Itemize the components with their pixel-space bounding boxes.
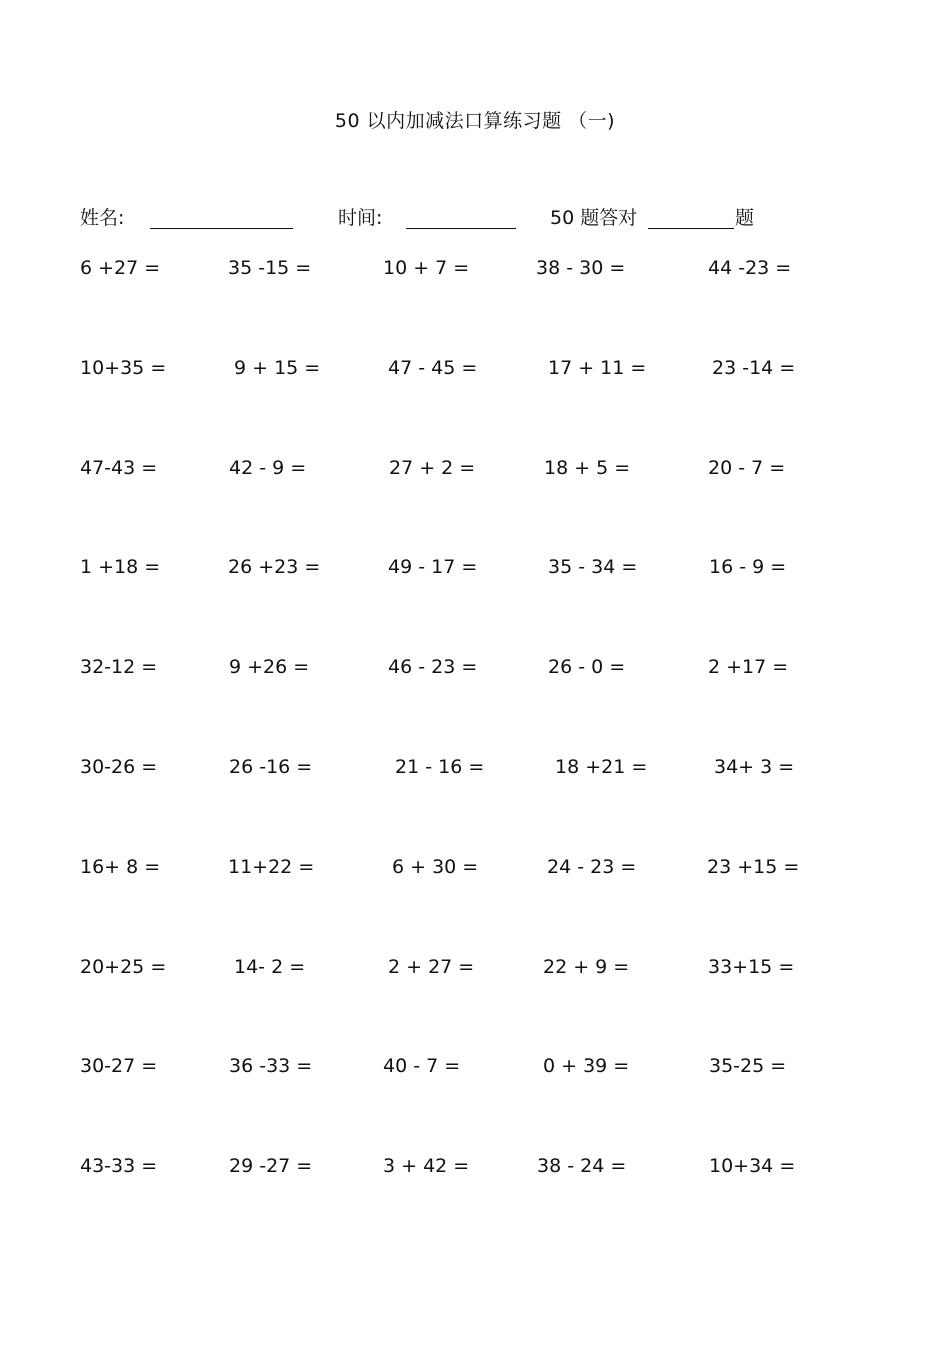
problem-item: 26 -16 = [229,756,313,778]
page-title: 50 以内加减法口算练习题 （一) [334,110,616,132]
problem-item: 35 - 34 = [548,556,638,579]
problem-item: 6 +27 = [80,257,161,279]
problem-item: 14- 2 = [234,955,306,978]
problem-item: 2 +17 = [708,656,789,679]
problem-item: 23 -14 = [712,356,796,379]
problem-item: 1 +18 = [80,556,161,579]
name-blank[interactable] [150,228,293,229]
time-label: 时间: [338,207,383,229]
problem-item: 35-25 = [709,1055,787,1078]
problem-item: 44 -23 = [708,257,792,279]
problem-item: 43-33 = [80,1155,158,1178]
problem-item: 26 - 0 = [548,656,626,679]
problem-item: 38 - 24 = [537,1155,627,1178]
problem-item: 18 +21 = [555,756,648,778]
problem-item: 20+25 = [80,955,167,978]
problem-item: 32-12 = [80,656,158,679]
problem-item: 21 - 16 = [395,756,485,778]
problem-item: 30-27 = [80,1055,158,1078]
problem-item: 46 - 23 = [388,656,478,679]
problem-item: 27 + 2 = [389,456,476,479]
problem-item: 22 + 9 = [543,955,630,978]
problem-item: 9 + 15 = [234,356,321,379]
problem-item: 35 -15 = [228,257,312,279]
problem-item: 17 + 11 = [548,356,647,379]
problem-item: 10+34 = [709,1155,796,1178]
problem-item: 20 - 7 = [708,456,786,479]
problem-item: 24 - 23 = [547,855,637,878]
problem-item: 29 -27 = [229,1155,313,1178]
problem-item: 42 - 9 = [229,456,307,479]
problem-item: 38 - 30 = [536,257,626,279]
problem-item: 0 + 39 = [543,1055,630,1078]
problem-item: 40 - 7 = [383,1055,461,1078]
problem-item: 2 + 27 = [388,955,475,978]
score-prefix-label: 50 题答对 [550,207,638,229]
time-blank[interactable] [406,228,516,229]
problem-item: 16+ 8 = [80,855,161,878]
name-label: 姓名: [80,207,125,229]
problem-item: 23 +15 = [707,855,800,878]
problem-item: 47-43 = [80,456,158,479]
score-suffix-label: 题 [735,207,755,229]
problem-item: 11+22 = [228,855,315,878]
problem-item: 34+ 3 = [714,756,795,778]
problem-item: 18 + 5 = [544,456,631,479]
problem-item: 6 + 30 = [392,855,479,878]
problem-item: 30-26 = [80,756,158,778]
problem-item: 10+35 = [80,356,167,379]
problem-item: 3 + 42 = [383,1155,470,1178]
problem-item: 33+15 = [708,955,795,978]
score-blank[interactable] [648,228,734,229]
problem-item: 49 - 17 = [388,556,478,579]
problem-item: 16 - 9 = [709,556,787,579]
problem-item: 9 +26 = [229,656,310,679]
problem-item: 36 -33 = [229,1055,313,1078]
problem-item: 26 +23 = [228,556,321,579]
problem-item: 10 + 7 = [383,257,470,279]
problem-item: 47 - 45 = [388,356,478,379]
